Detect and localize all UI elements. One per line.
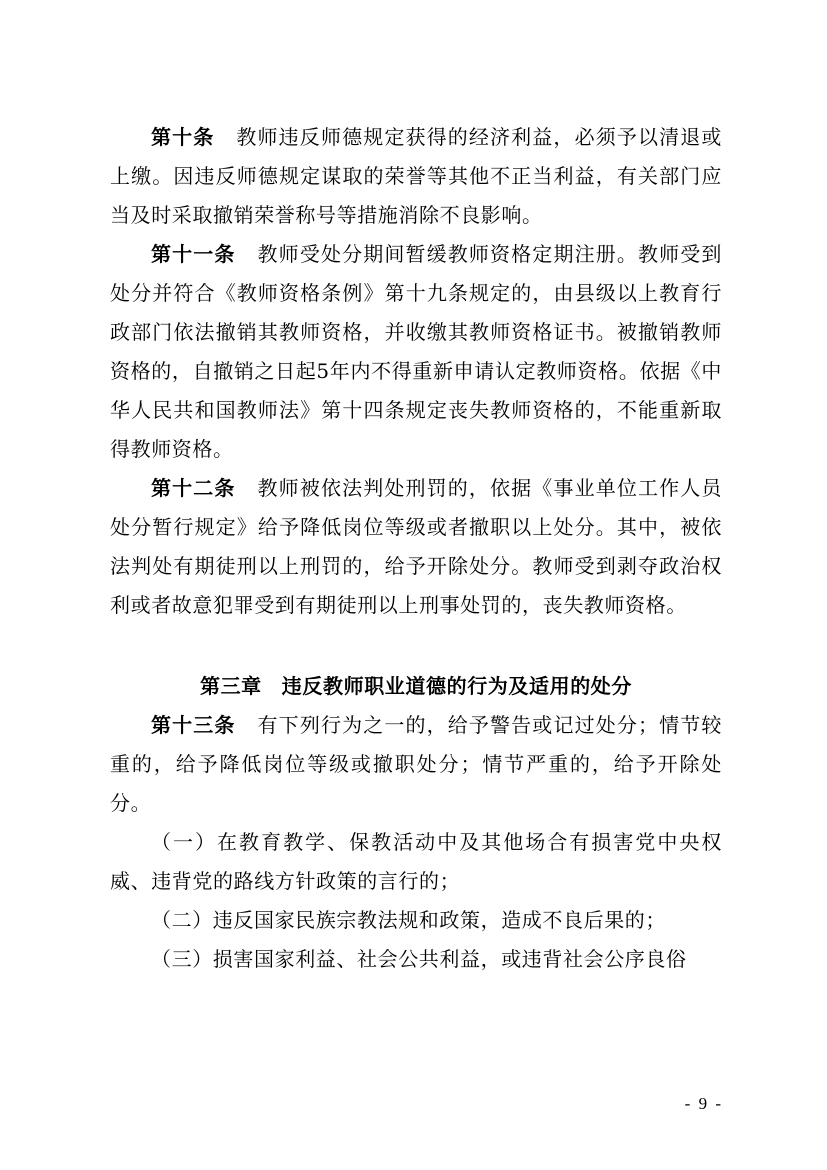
article-13 bbox=[110, 706, 722, 823]
article-text: 教师受处分期间暂缓教师资格定期注册。教师受到处分并符合《教师资格条例》第十九条规定的，由县级以上教育行政部门依法撤销其教师资格，并收缴其教师资格证书。被撤销教师资格的，自撤销之日起5年内不得重新申请认定教师资格。依据《中华人民共和国教师法》第十四条规定丧失教师资格的，不能重新取得教师资格。 bbox=[110, 242, 722, 461]
article-number: 第十条 bbox=[151, 125, 215, 149]
article-number: 第十一条 bbox=[151, 242, 236, 266]
list-item: （一）在教育教学、保教活动中及其他场合有损害党中央权威、违背党的路线方针政策的言行的； bbox=[110, 830, 722, 893]
article-text: 教师被依法判处刑罚的，依据《事业单位工作人员处分暂行规定》给予降低岗位等级或者撤职以上处分。其中，被依法判处有期徒刑以上刑罚的，给予开除处分。教师受到剥夺政治权利或者故意犯罪受到有期徒刑以上刑事处罚的，丧失教师资格。 bbox=[110, 476, 722, 617]
list-item: （二）违反国家民族宗教法规和政策，造成不良后果的； bbox=[151, 908, 666, 932]
chapter-title: 违反教师职业道德的行为及适用的处分 bbox=[281, 674, 632, 698]
document-body bbox=[110, 118, 722, 979]
article-11 bbox=[110, 235, 722, 469]
chapter-heading bbox=[110, 667, 722, 706]
list-item: （三）损害国家利益、社会公共利益，或违背社会公序良俗 bbox=[151, 947, 687, 971]
chapter-number: 第三章 bbox=[199, 674, 262, 698]
article-text: 有下列行为之一的，给予警告或记过处分；情节较重的，给予降低岗位等级或撤职处分；情节严重的，给予开除处分。 bbox=[110, 713, 722, 815]
article-number: 第十三条 bbox=[151, 713, 236, 737]
article-12 bbox=[110, 469, 722, 625]
page-number: - 9 - bbox=[684, 1094, 723, 1113]
article-10 bbox=[110, 118, 722, 235]
article-number: 第十二条 bbox=[151, 476, 236, 500]
article-text: 教师违反师德规定获得的经济利益，必须予以清退或上缴。因违反师德规定谋取的荣誉等其他不正当利益，有关部门应当及时采取撤销荣誉称号等措施消除不良影响。 bbox=[110, 125, 722, 227]
